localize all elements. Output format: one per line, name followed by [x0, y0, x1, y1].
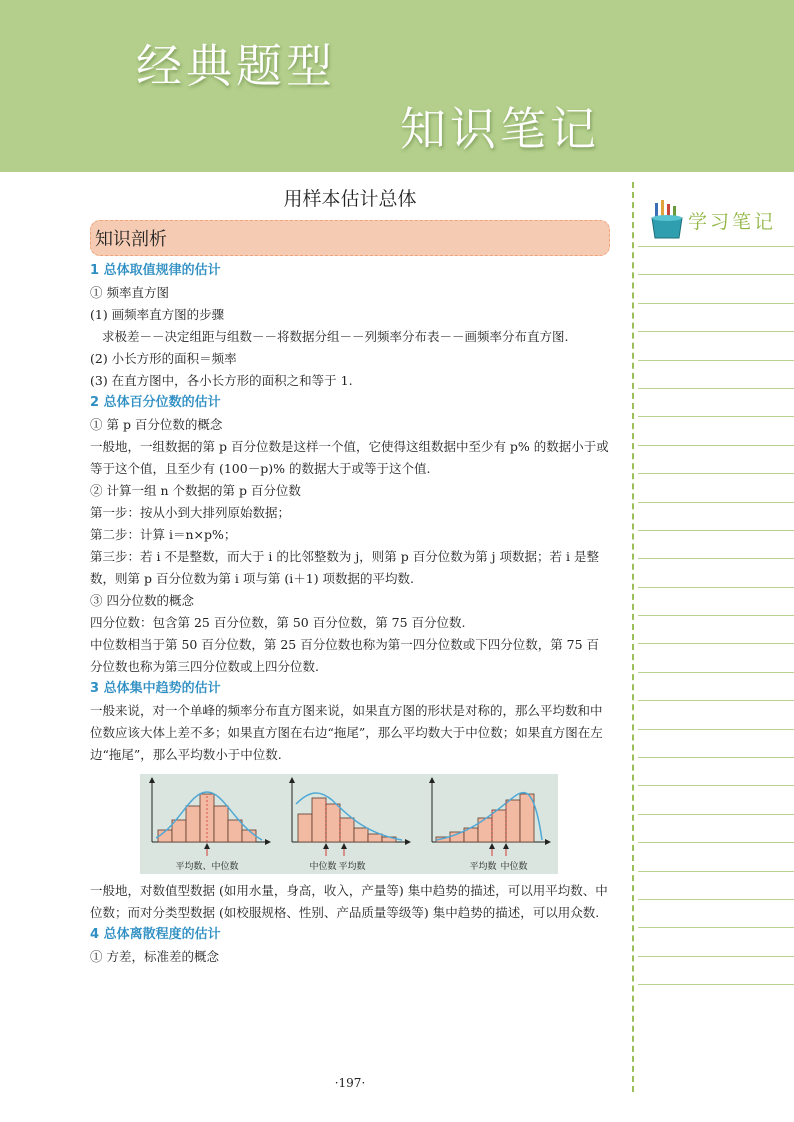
note-line[interactable]	[638, 814, 794, 815]
page-number: ·197·	[334, 1076, 366, 1090]
note-line[interactable]	[638, 984, 794, 985]
note-line[interactable]	[638, 729, 794, 730]
note-line[interactable]	[638, 388, 794, 389]
page-title: 用样本估计总体	[283, 188, 417, 210]
section-label: 知识剖析	[95, 229, 167, 250]
histogram-svg	[140, 774, 558, 874]
note-line[interactable]	[638, 502, 794, 503]
text-line: 一般来说，对一个单峰的频率分布直方图来说，如果直方图的形状是对称的，那么平均数和中位数应该大体上差不多；如果直方图在右边“拖尾”，那么平均数大于中位数；如果直方图在左边“拖尾”，那么平均数小于中位数.	[90, 703, 603, 762]
header-banner	[0, 0, 794, 172]
note-line[interactable]	[638, 473, 794, 474]
note-line[interactable]	[638, 700, 794, 701]
heading-2: 2 总体百分位数的估计	[90, 395, 221, 410]
histogram-figure	[140, 774, 558, 874]
note-line[interactable]	[638, 416, 794, 417]
pencil-cup-icon	[650, 200, 684, 240]
note-line[interactable]	[638, 331, 794, 332]
notes-header	[650, 200, 776, 240]
heading-1: 1 总体取值规律的估计	[90, 263, 221, 278]
text-line: 第二步：计算 i＝n×p%；	[90, 527, 237, 542]
note-line[interactable]	[638, 842, 794, 843]
caption-median-2: 中位数	[309, 862, 337, 872]
text-line: 第三步：若 i 不是整数，而大于 i 的比邻整数为 j，则第 p 百分位数为第 j 项数据；若 i 是整数，则第 p 百分位数为第 i 项与第 (i＋1) 项数据的平均数.	[90, 549, 599, 586]
note-line[interactable]	[638, 246, 794, 247]
caption-median-3: 中位数	[500, 862, 528, 872]
caption-mean-median: 平均数、中位数	[175, 862, 239, 872]
histogram-symmetric	[152, 780, 268, 856]
text-line: ③ 四分位数的概念	[90, 593, 194, 608]
note-line[interactable]	[638, 274, 794, 275]
caption-mean-3: 平均数	[469, 862, 497, 872]
caption-mean-2: 平均数	[338, 862, 366, 872]
note-line[interactable]	[638, 558, 794, 559]
text-line: 求极差－－决定组距与组数－－将数据分组－－列频率分布表－－画频率分布直方图.	[102, 329, 569, 344]
note-line[interactable]	[638, 303, 794, 304]
note-line[interactable]	[638, 871, 794, 872]
note-line[interactable]	[638, 530, 794, 531]
notes-lines	[638, 246, 794, 1013]
text-line: 中位数相当于第 50 百分位数，第 25 百分位数也称为第一四分位数或下四分位数，第 75 百分位数也称为第三四分位数或上四分位数.	[90, 637, 600, 674]
note-line[interactable]	[638, 587, 794, 588]
note-line[interactable]	[638, 927, 794, 928]
text-line: ① 方差，标准差的概念	[90, 949, 219, 964]
note-line[interactable]	[638, 445, 794, 446]
heading-3: 3 总体集中趋势的估计	[90, 681, 221, 696]
histogram-left-tail	[432, 780, 548, 856]
text-line: 第一步：按从小到大排列原始数据；	[90, 505, 291, 520]
text-line: (2) 小长方形的面积＝频率	[90, 351, 237, 366]
text-line: 一般地，对数值型数据 (如用水量，身高，收入，产量等) 集中趋势的描述，可以用平均数、中位数；而对分类型数据 (如校服规格、性别、产品质量等级等) 集中趋势的描述，可以用众数.	[90, 883, 608, 920]
note-line[interactable]	[638, 757, 794, 758]
note-line[interactable]	[638, 899, 794, 900]
section-label-box	[90, 220, 610, 256]
notes-label: 学习笔记	[688, 210, 777, 233]
text-line: 一般地，一组数据的第 p 百分位数是这样一个值，它使得这组数据中至少有 p% 的数据小于或等于这个值，且至少有 (100－p)% 的数据大于或等于这个值.	[90, 439, 609, 476]
text-line: ① 第 p 百分位数的概念	[90, 417, 223, 432]
text-line: 四分位数：包含第 25 百分位数，第 50 百分位数，第 75 百分位数.	[90, 615, 466, 630]
banner-title-2: 知识笔记	[400, 102, 600, 156]
note-line[interactable]	[638, 643, 794, 644]
sidebar-divider	[632, 182, 634, 1092]
note-line[interactable]	[638, 785, 794, 786]
text-line: (3) 在直方图中，各小长方形的面积之和等于 1.	[90, 373, 353, 388]
heading-4: 4 总体离散程度的估计	[90, 927, 221, 942]
note-line[interactable]	[638, 672, 794, 673]
note-line[interactable]	[638, 360, 794, 361]
note-line[interactable]	[638, 615, 794, 616]
banner-title-1: 经典题型	[136, 39, 336, 93]
note-line[interactable]	[638, 956, 794, 957]
text-line: (1) 画频率直方图的步骤	[90, 307, 225, 322]
histogram-right-tail	[292, 780, 408, 856]
text-line: ② 计算一组 n 个数据的第 p 百分位数	[90, 483, 301, 498]
main-content	[90, 180, 610, 968]
text-line: ① 频率直方图	[90, 285, 169, 300]
